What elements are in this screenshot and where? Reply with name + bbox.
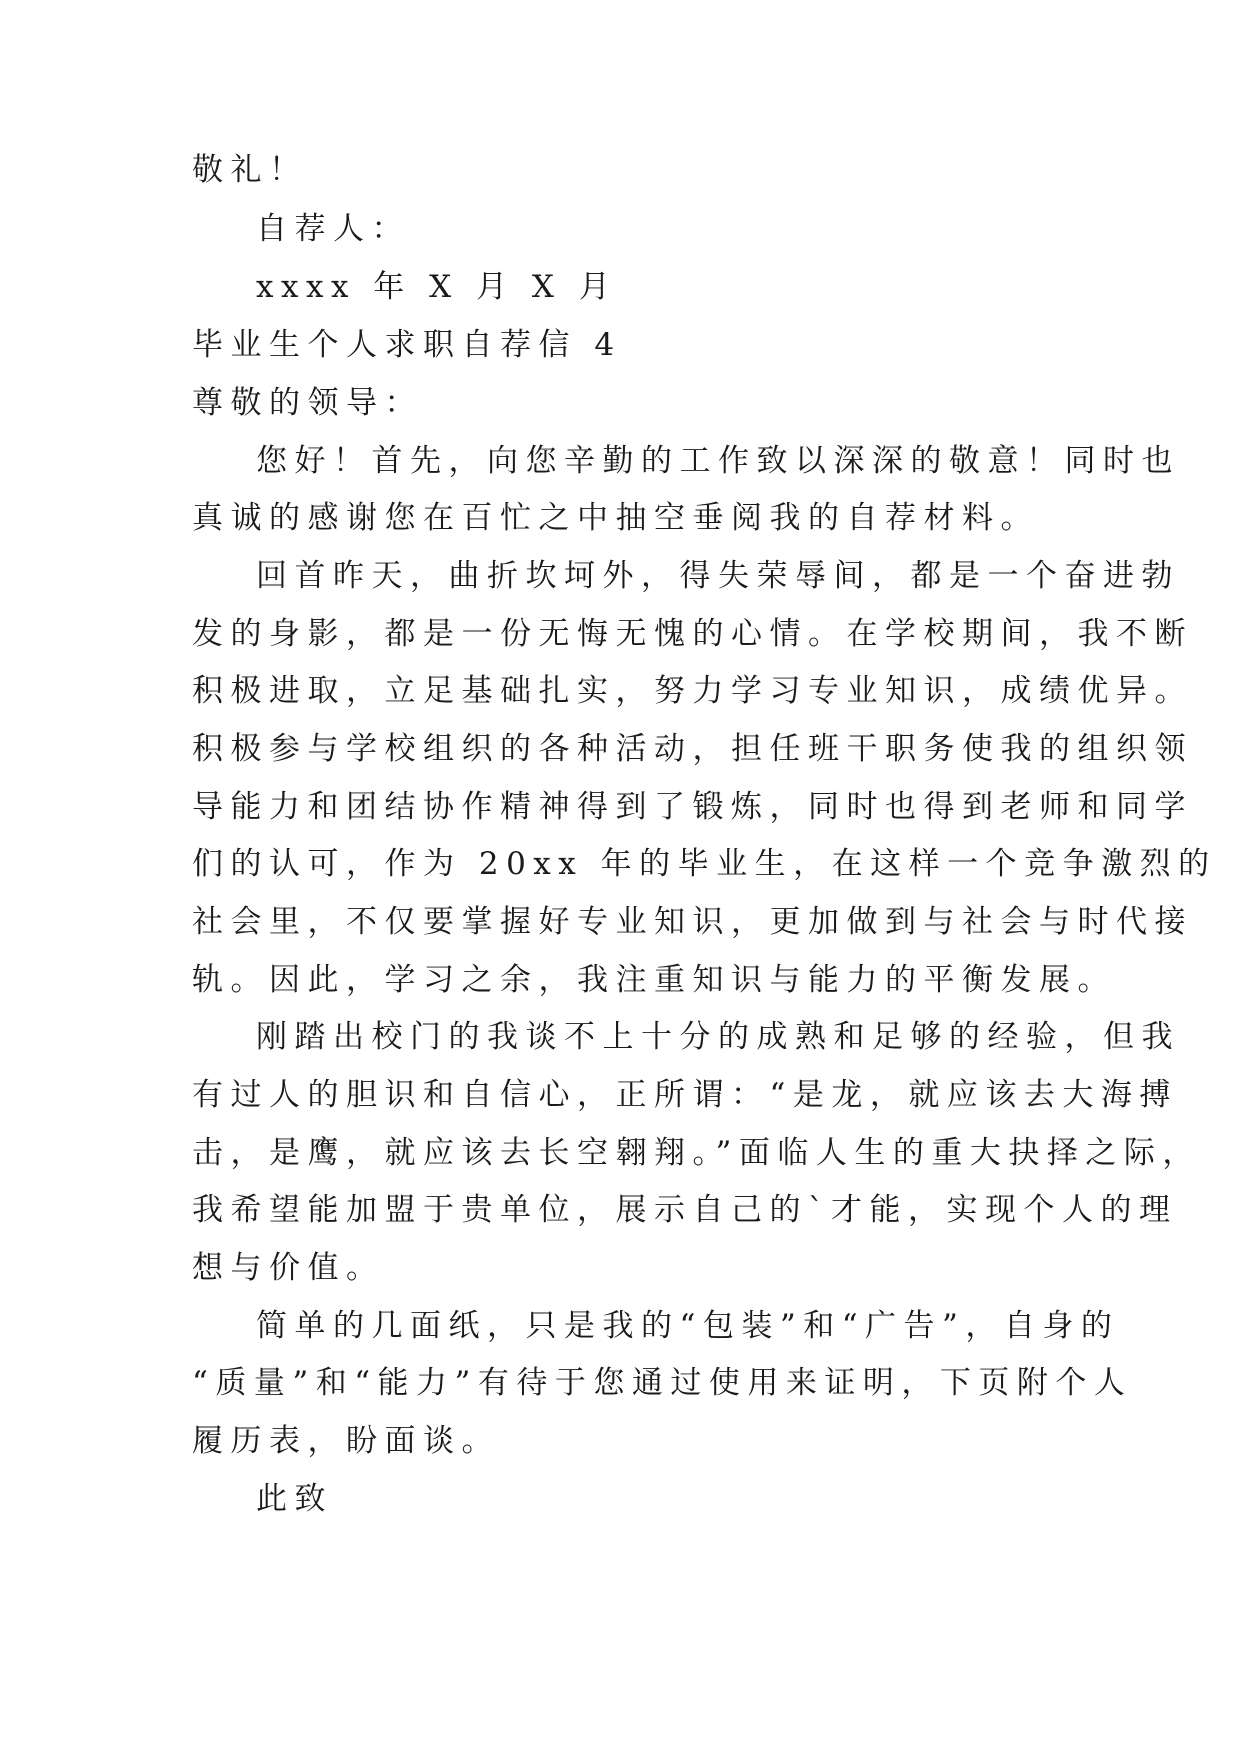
paragraph-2-line-2: 发的身影，都是一份无悔无愧的心情。在学校期间，我不断 <box>192 616 1193 652</box>
salutation: 尊敬的领导： <box>192 385 423 421</box>
paragraph-1-line-1: 您好！首先，向您辛勤的工作致以深深的敬意！同时也 <box>256 443 1180 479</box>
paragraph-2-line-8: 轨。因此，学习之余，我注重知识与能力的平衡发展。 <box>192 962 1116 998</box>
paragraph-3-line-2: 有过人的胆识和自信心，正所谓：“是龙，就应该去大海搏 <box>192 1077 1178 1113</box>
paragraph-4-line-2: “质量”和“能力”有待于您通过使用来证明，下页附个人 <box>192 1365 1133 1401</box>
paragraph-3-line-4: 我希望能加盟于贵单位，展示自己的`才能，实现个人的理 <box>192 1192 1178 1228</box>
paragraph-4-line-3: 履历表，盼面谈。 <box>192 1423 500 1459</box>
paragraph-3-line-5: 想与价值。 <box>192 1250 385 1286</box>
paragraph-2-line-3: 积极进取，立足基础扎实，努力学习专业知识，成绩优异。 <box>192 673 1193 709</box>
signature-label: 自荐人： <box>256 211 410 247</box>
paragraph-2-line-7: 社会里，不仅要掌握好专业知识，更加做到与社会与时代接 <box>192 904 1193 940</box>
paragraph-2-line-1: 回首昨天，曲折坎坷外，得失荣辱间，都是一个奋进勃 <box>256 558 1180 594</box>
date-line: xxxx 年 X 月 X 月 <box>256 269 618 305</box>
closing-phrase: 此致 <box>256 1481 333 1517</box>
paragraph-4-line-1: 简单的几面纸，只是我的“包装”和“广告”，自身的 <box>256 1308 1120 1344</box>
closing-salute: 敬礼！ <box>192 152 308 188</box>
paragraph-1-line-2: 真诚的感谢您在百忙之中抽空垂阅我的自荐材料。 <box>192 500 1039 536</box>
paragraph-2-line-5: 导能力和团结协作精神得到了锻炼，同时也得到老师和同学 <box>192 789 1193 825</box>
paragraph-3-line-3: 击，是鹰，就应该去长空翱翔。”面临人生的重大抉择之际， <box>192 1135 1201 1171</box>
section-heading: 毕业生个人求职自荐信 4 <box>192 327 622 363</box>
paragraph-3-line-1: 刚踏出校门的我谈不上十分的成熟和足够的经验，但我 <box>256 1019 1180 1055</box>
paragraph-2-line-4: 积极参与学校组织的各种活动，担任班干职务使我的组织领 <box>192 731 1193 767</box>
paragraph-2-line-6: 们的认可，作为 20xx 年的毕业生，在这样一个竞争激烈的 <box>192 846 1217 882</box>
